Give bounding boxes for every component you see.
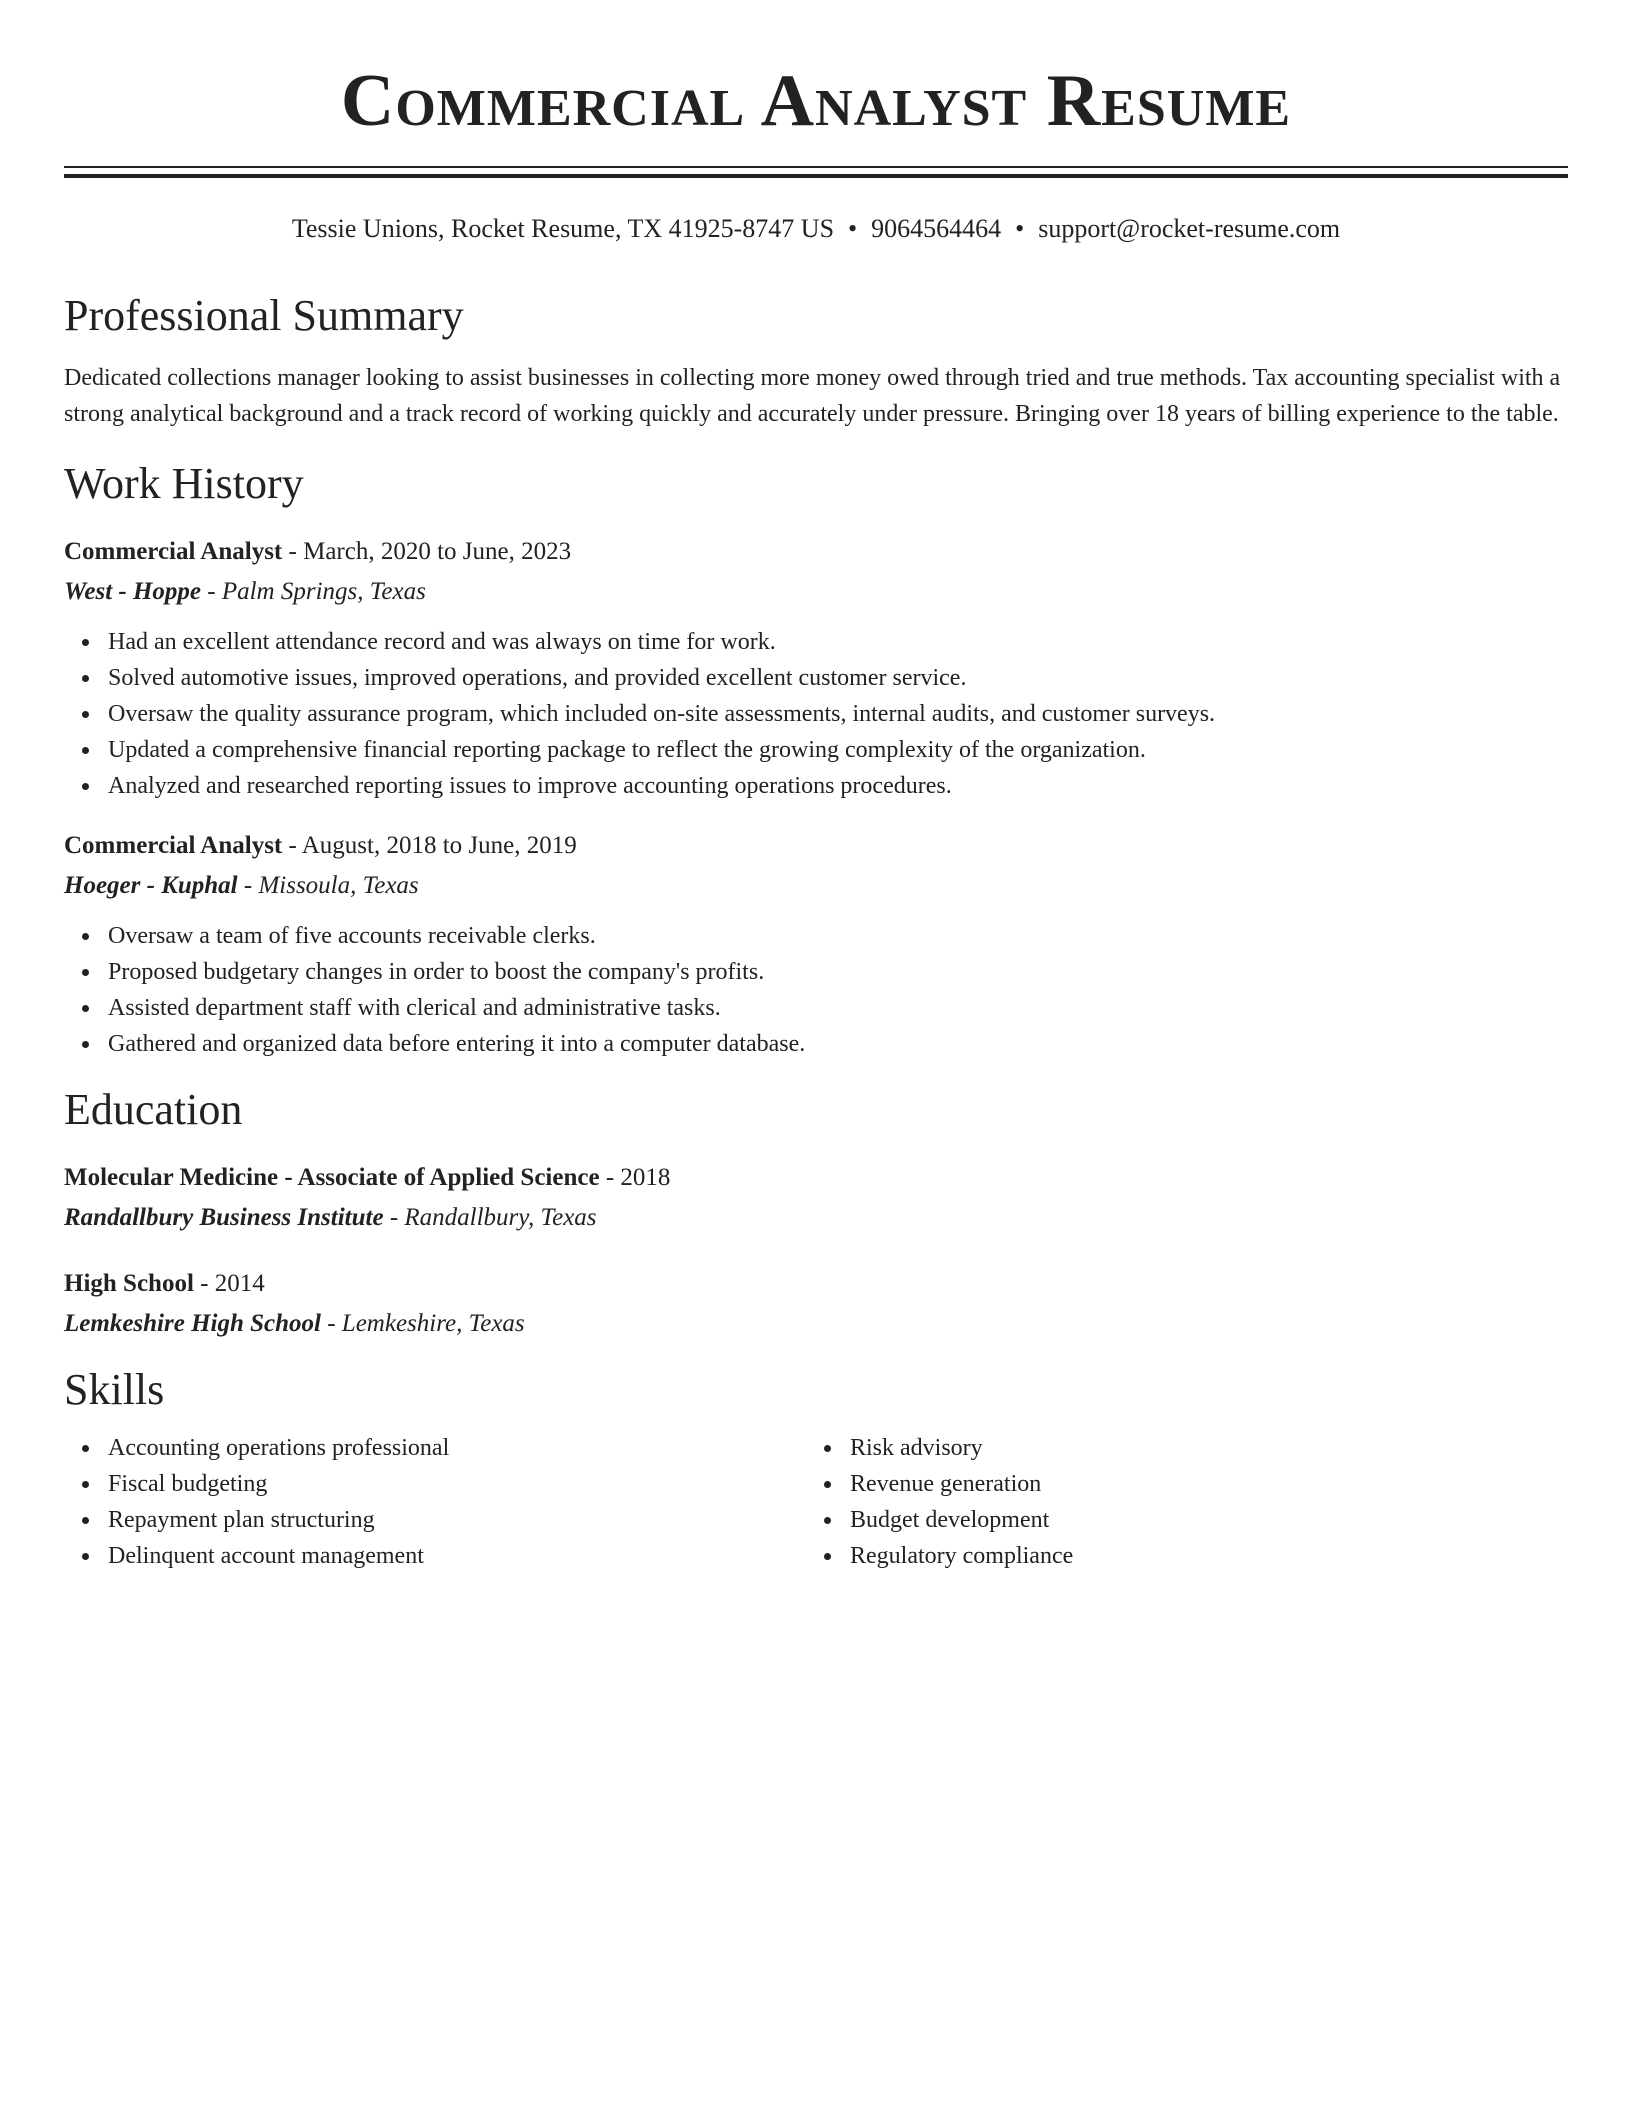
- contact-address: Tessie Unions, Rocket Resume, TX 41925-8747 US: [291, 214, 835, 243]
- list-item: Analyzed and researched reporting issues to improve accounting operations procedures.: [108, 768, 1568, 804]
- list-item: Had an excellent attendance record and was always on time for work.: [108, 624, 1568, 660]
- list-item: Regulatory compliance: [850, 1538, 1548, 1574]
- contact-email: support@rocket-resume.com: [1038, 214, 1341, 243]
- list-item: Gathered and organized data before entering it into a computer database.: [108, 1026, 1568, 1062]
- job-title: Commercial Analyst: [64, 832, 283, 859]
- summary-text: Dedicated collections manager looking to assist businesses in collecting more money owed through tried and true methods. Tax accounting specialist with a strong analytical background and a track record of working quickly and accurately under pressure. Bringing over 18 years of billing experience to the table.: [64, 365, 1561, 427]
- company-line: [64, 574, 1568, 610]
- list-item: Solved automotive issues, improved operations, and provided excellent customer service.: [108, 660, 1568, 696]
- skills-list: [806, 1430, 1548, 1574]
- degree-year: - 2018: [599, 1164, 671, 1191]
- job-title-line: [64, 828, 1568, 864]
- education-entry: [64, 1160, 1568, 1236]
- company-name: West - Hoppe: [64, 578, 202, 605]
- school-name: Randallbury Business Institute: [64, 1204, 384, 1231]
- contact-line: [64, 212, 1568, 246]
- degree-line: [64, 1266, 1568, 1302]
- list-item: Oversaw the quality assurance program, which included on-site assessments, internal audits, and customer surveys.: [108, 696, 1568, 732]
- section-heading-work-history: Work History: [64, 459, 304, 508]
- company-name: Hoeger - Kuphal: [64, 872, 238, 899]
- skills-column-left: [64, 1430, 806, 1574]
- school-location: - Lemkeshire, Texas: [320, 1310, 525, 1337]
- contact-separator: •: [1015, 214, 1025, 243]
- list-item: Repayment plan structuring: [108, 1502, 806, 1538]
- list-item: Accounting operations professional: [108, 1430, 806, 1466]
- skills-column-right: [806, 1430, 1548, 1574]
- degree-name: Molecular Medicine - Associate of Applied Science: [64, 1164, 600, 1191]
- list-item: Updated a comprehensive financial reporting package to reflect the growing complexity of the organization.: [108, 732, 1568, 768]
- list-item: Assisted department staff with clerical and administrative tasks.: [108, 990, 1568, 1026]
- job-entry: [64, 828, 1568, 1062]
- job-bullets: [64, 624, 1568, 804]
- job-dates: - March, 2020 to June, 2023: [282, 538, 572, 565]
- skills-grid: [64, 1430, 1568, 1574]
- list-item: Fiscal budgeting: [108, 1466, 806, 1502]
- education-entry: [64, 1266, 1568, 1342]
- degree-name: High School: [64, 1270, 194, 1297]
- school-line: [64, 1306, 1568, 1342]
- divider-thick-line: [64, 174, 1568, 178]
- company-location: - Missoula, Texas: [237, 872, 419, 899]
- list-item: Budget development: [850, 1502, 1548, 1538]
- job-bullets: [64, 918, 1568, 1062]
- title-divider: [64, 166, 1568, 178]
- skills-list: [64, 1430, 806, 1574]
- section-heading-skills: Skills: [64, 1365, 165, 1414]
- job-dates: - August, 2018 to June, 2019: [282, 832, 577, 859]
- list-item: Proposed budgetary changes in order to boost the company's profits.: [108, 954, 1568, 990]
- section-heading-summary: Professional Summary: [64, 291, 464, 340]
- list-item: Delinquent account management: [108, 1538, 806, 1574]
- job-title-line: [64, 534, 1568, 570]
- school-name: Lemkeshire High School: [64, 1310, 321, 1337]
- page-title: Commercial Analyst Resume: [340, 60, 1292, 142]
- contact-phone: 9064564464: [871, 214, 1002, 243]
- company-line: [64, 868, 1568, 904]
- list-item: Revenue generation: [850, 1466, 1548, 1502]
- school-line: [64, 1200, 1568, 1236]
- contact-separator: •: [848, 214, 858, 243]
- list-item: Risk advisory: [850, 1430, 1548, 1466]
- degree-line: [64, 1160, 1568, 1196]
- job-entry: [64, 534, 1568, 804]
- degree-year: - 2014: [193, 1270, 265, 1297]
- section-heading-education: Education: [64, 1085, 243, 1134]
- list-item: Oversaw a team of five accounts receivable clerks.: [108, 918, 1568, 954]
- company-location: - Palm Springs, Texas: [201, 578, 426, 605]
- job-title: Commercial Analyst: [64, 538, 283, 565]
- school-location: - Randallbury, Texas: [383, 1204, 597, 1231]
